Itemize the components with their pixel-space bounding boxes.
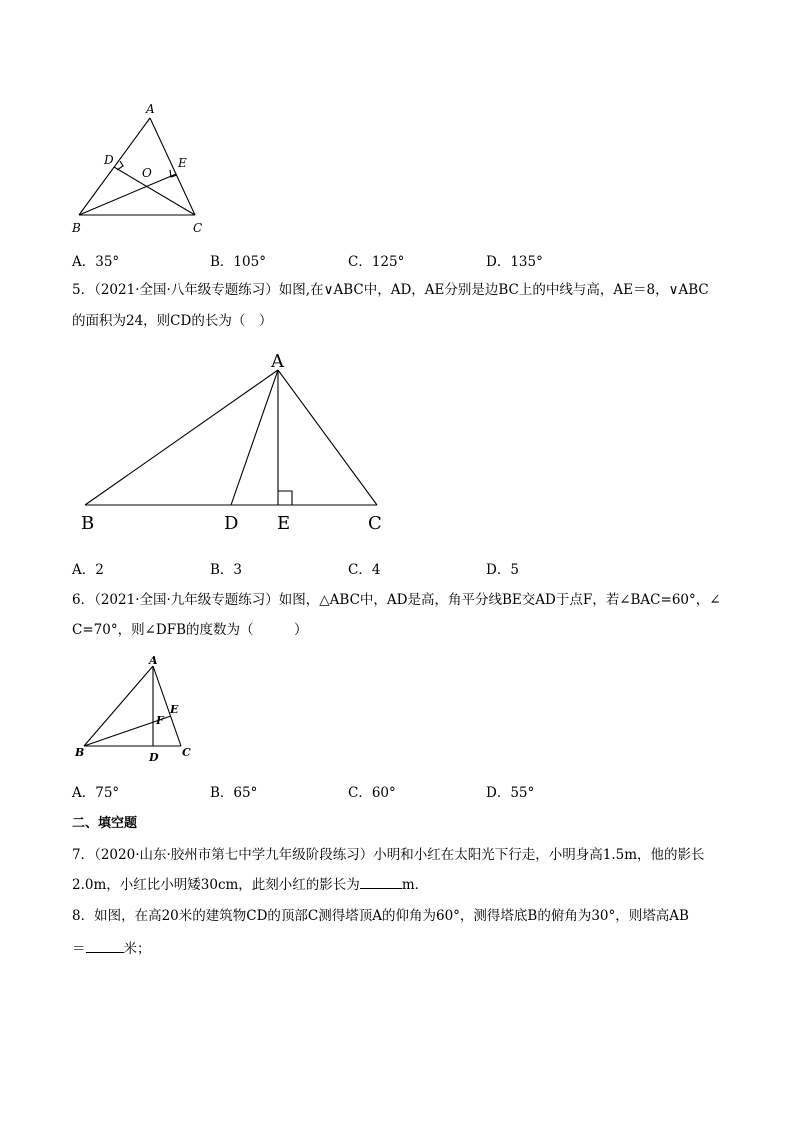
q8-stem-line2 (72, 938, 151, 959)
q6-option-d: D．55° (486, 785, 535, 801)
q6-option-a: A．75° (72, 785, 120, 801)
q7-answer-blank[interactable] (360, 874, 402, 889)
q6-label-c: C (182, 746, 191, 759)
q4-label-b: B (72, 221, 81, 235)
q6-stem-line2: C=70°，则∠DFB的度数为（ ） (72, 622, 308, 638)
q5-option-c: C．4 (348, 562, 381, 578)
q8-answer-blank[interactable] (86, 938, 124, 953)
q5-side-ac (278, 370, 377, 505)
q4-label-e: E (178, 156, 187, 170)
q6-option-c: C．60° (348, 785, 396, 801)
q5-right-angle-e (278, 491, 292, 505)
q4-option-a: A．35° (72, 254, 120, 270)
q8-line2-prefix: ＝ (72, 941, 86, 957)
q5-label-a: A (271, 351, 284, 372)
q6-label-a: A (149, 654, 158, 667)
q5-triangle-figure (75, 345, 395, 540)
q7-stem-line1: 7．（2020·山东·胶州市第七中学九年级阶段练习）小明和小红在太阳光下行走，小明身高1.5m，他的影长 (72, 847, 705, 863)
q5-option-d: D．5 (486, 562, 519, 578)
q5-label-d: D (224, 513, 239, 534)
q5-stem-line1: 5．（2021·全国·八年级专题练习）如图,在∨ABC中，AD，AE分别是边BC上的中线与高，AE＝8，∨ABC (72, 282, 709, 298)
q4-label-c: C (193, 221, 203, 235)
q4-option-d: D．135° (486, 254, 543, 270)
section-heading-fill-blank: 二、填空题 (72, 816, 138, 831)
q4-option-c: C．125° (348, 254, 405, 270)
q5-median-ad (231, 370, 278, 505)
q5-option-b: B．3 (210, 562, 243, 578)
q6-option-b: B．65° (210, 785, 258, 801)
q8-line2-suffix: 米； (123, 941, 151, 957)
q6-label-e: E (170, 703, 179, 716)
q4-label-o: O (142, 166, 152, 180)
q4-label-a: A (146, 102, 155, 116)
q8-stem-line1: 8．如图，在高20米的建筑物CD的顶部C测得塔顶A的仰角为60°，测得塔底B的俯角为30°，则塔高AB (72, 908, 689, 924)
q7-stem-line2 (72, 874, 428, 895)
q6-label-d: D (149, 751, 159, 764)
q5-option-a: A．2 (72, 562, 104, 578)
q5-stem-line2: 的面积为24，则CD的长为（ ） (72, 313, 273, 329)
q4-option-b: B．105° (210, 254, 266, 270)
q4-line-ce (114, 167, 195, 215)
q6-label-b: B (75, 746, 85, 759)
q4-label-d: D (104, 153, 114, 167)
q6-label-f: F (156, 714, 164, 727)
q4-triangle-figure (66, 100, 216, 235)
q5-label-b: B (81, 513, 95, 534)
q7-line2-suffix: m． (401, 877, 429, 893)
q4-side-ac (150, 118, 195, 215)
q7-line2-prefix: 2.0m，小红比小明矮30cm，此刻小红的影长为 (72, 877, 360, 893)
q6-triangle-figure (70, 650, 200, 765)
q5-label-e: E (277, 513, 291, 534)
q5-side-ab (85, 370, 278, 505)
q5-label-c: C (368, 513, 382, 534)
q6-stem-line1: 6．（2021·全国·九年级专题练习）如图，△ABC中，AD是高，角平分线BE交AD于点F，若∠BAC=60°，∠ (72, 592, 721, 608)
